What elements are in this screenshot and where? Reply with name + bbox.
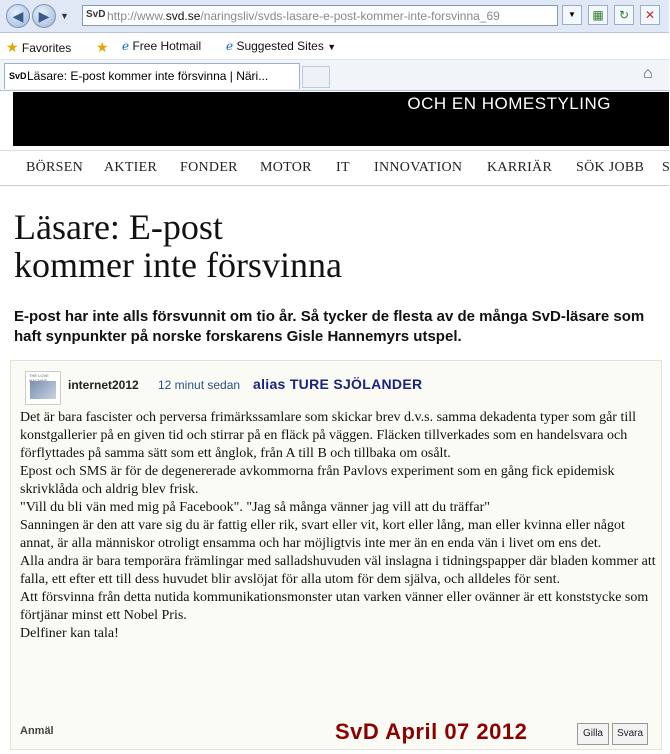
comment-body — [20, 409, 656, 643]
nav-item-more[interactable]: S — [662, 160, 670, 175]
url-prefix: http://www. — [107, 9, 166, 23]
chevron-down-icon: ▼ — [327, 42, 337, 52]
tab-bar — [0, 60, 669, 91]
nav-item-fonder[interactable]: FONDER — [180, 160, 238, 175]
nav-item-motor[interactable]: MOTOR — [260, 160, 312, 175]
date-stamp: SvD April 07 2012 — [335, 719, 528, 744]
headline-line-2: kommer inte försvinna — [14, 245, 342, 285]
add-favorite-icon[interactable]: ★ — [96, 39, 109, 55]
url-path: /naringsliv/svds-lasare-e-post-kommer-inte-forsvinna_69 — [200, 9, 500, 23]
nav-item-karriar[interactable]: KARRIÄR — [487, 160, 553, 175]
address-bar-area — [0, 0, 669, 33]
comment-alias: alias TURE SJÖLANDER — [253, 376, 423, 392]
nav-item-it[interactable]: IT — [336, 160, 350, 175]
home-icon[interactable]: ⌂ — [643, 65, 653, 82]
banner-text: OCH EN HOMESTYLING — [407, 94, 611, 113]
favorites-button[interactable] — [6, 39, 71, 56]
url-field[interactable] — [82, 5, 558, 26]
reader-comment — [10, 360, 662, 750]
comment-time: 12 minut sedan — [158, 378, 241, 392]
compatibility-icon[interactable]: ▦ — [588, 5, 608, 25]
suggested-sites-link[interactable] — [226, 39, 336, 53]
ie-page-icon: ℯ — [226, 39, 234, 53]
nav-item-innovation[interactable]: INNOVATION — [374, 160, 463, 175]
avatar-image — [30, 381, 56, 399]
comment-paragraph: Delfiner kan tala! — [20, 626, 119, 641]
tab-article[interactable] — [4, 63, 300, 89]
avatar[interactable] — [25, 371, 61, 405]
comment-paragraph: Alla andra är bara temporära främlingar med salladshuvuden väl inslagna i tidningspapper där bladen kommer att falla, ett efter ett till dess huvudet blir avslöjat för alla utom för dem själva, och alldeles för sent. — [20, 554, 656, 587]
new-tab-button[interactable] — [302, 66, 330, 88]
comment-author[interactable]: internet2012 — [68, 378, 139, 392]
comment-paragraph: Epost och SMS är för de degenererade avkommorna från Pavlovs experiment som en gång fick epidemisk skrivklåda och aldrig blev frisk. — [20, 464, 615, 497]
nav-item-sok-jobb[interactable]: SÖK JOBB — [576, 160, 645, 175]
stop-icon[interactable]: ✕ — [640, 5, 660, 25]
ie-page-icon: ℯ — [122, 39, 130, 53]
top-banner[interactable] — [13, 92, 669, 146]
back-button[interactable]: ◀ — [6, 4, 30, 28]
url-domain: svd.se — [165, 9, 201, 23]
headline-line-1: Läsare: E-post — [14, 207, 223, 247]
tab-title: Läsare: E-post kommer inte försvinna | Näri... — [27, 69, 269, 83]
free-hotmail-link[interactable] — [122, 39, 201, 53]
favorites-star-icon: ★ — [6, 39, 19, 55]
like-button[interactable]: Gilla — [577, 723, 609, 745]
report-link[interactable]: Anmäl — [20, 725, 54, 737]
comment-paragraph: Sanningen är den att vare sig du är fattig eller rik, svart eller vit, kort eller lång, man eller kvinna eller något annat, är alla människor otroligt ensamma och har möjligtvis inte mer än en enda vän i livet om ens det. — [20, 518, 625, 551]
comment-paragraph: Det är bara fascister och perversa frimärkssamlare som skickar brev d.v.s. samma dekadenta typer som går till konstgallerier på en given tid och stirrar på en fläck på väggen. Fläcken tillverkades som en handelsvara och förflyttades på samma sätt som ett ånglok, från A till B och tillbaka om osålt. — [20, 410, 637, 461]
article-headline — [14, 208, 342, 284]
forward-button[interactable]: ▶ — [32, 4, 56, 28]
history-dropdown-icon[interactable]: ▼ — [60, 11, 69, 21]
favorites-bar — [0, 33, 669, 60]
site-favicon-icon: SvD — [86, 9, 106, 20]
comment-paragraph: Att försvinna från detta nutida kommunikationsmonster utan varken vänner eller ovänner är ett konststycke som förtjänar minst ett Nobel Pris. — [20, 590, 649, 623]
suggested-sites-label: Suggested Sites — [236, 39, 324, 53]
article-ingress: E-post har inte alls försvunnit om tio år. Så tycker de flesta av de många SvD-läsare som haft synpunkter på norske forskarens Gisle Hannemyrs utspel. — [14, 308, 645, 345]
refresh-icon[interactable]: ↻ — [614, 5, 634, 25]
section-nav — [0, 150, 669, 186]
free-hotmail-label: Free Hotmail — [132, 39, 202, 53]
url-dropdown-icon[interactable]: ▼ — [562, 5, 582, 25]
favorites-label: Favorites — [21, 41, 72, 55]
avatar-caption: THE LOVE — [29, 373, 49, 378]
reply-button[interactable]: Svara — [612, 723, 648, 745]
tab-favicon-icon: SvD — [9, 71, 27, 81]
nav-item-aktier[interactable]: AKTIER — [104, 160, 158, 175]
nav-item-borsen[interactable]: BÖRSEN — [26, 160, 84, 175]
comment-paragraph: "Vill du bli vän med mig på Facebook". "Jag så många vänner jag vill att du träffar" — [20, 500, 491, 515]
